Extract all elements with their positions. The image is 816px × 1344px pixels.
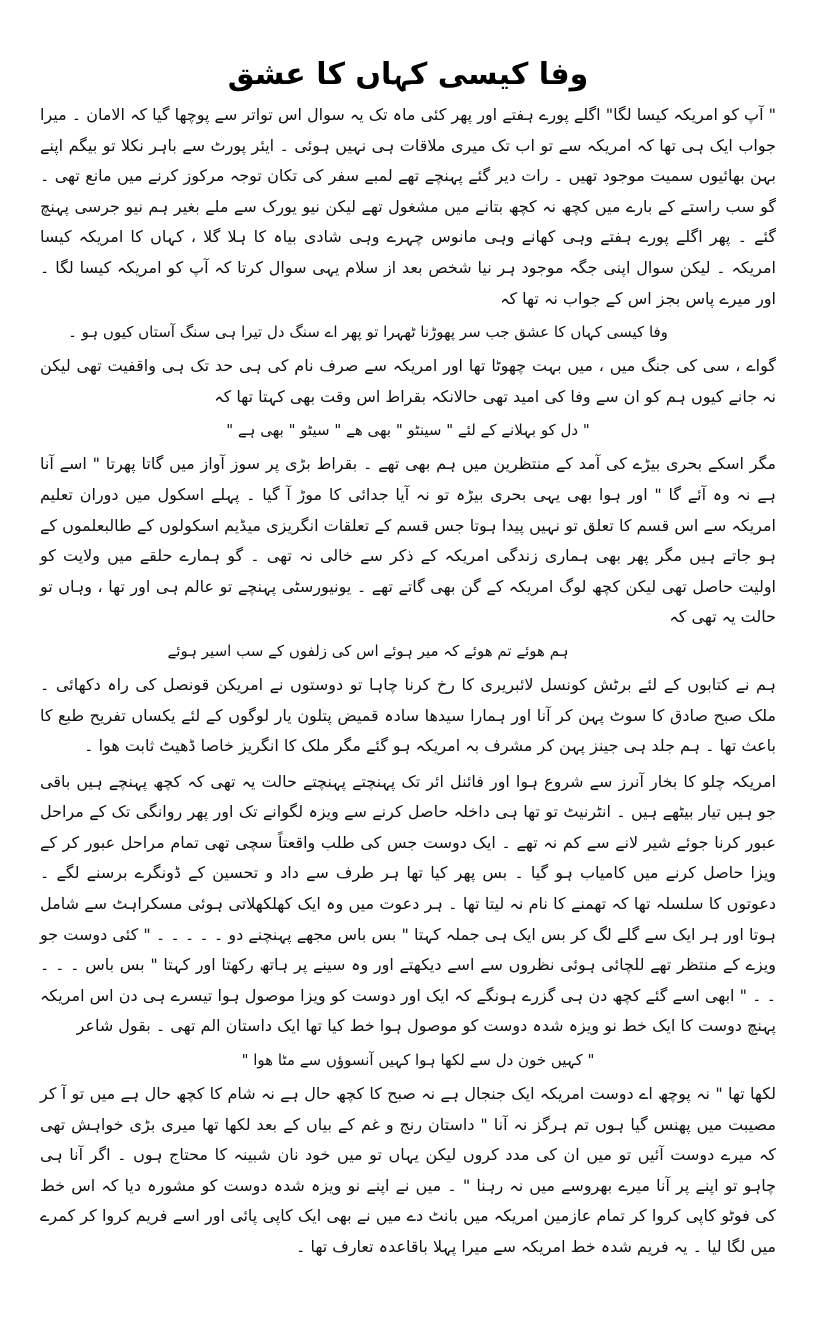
verse-3: ہم ھوئے تم ھوئے کہ میر ہوئے اس کی زلفوں کے سب اسیر ہوئے (167, 641, 569, 660)
verse-4: " کہیں خون دل سے لکھا ہوا کہیں آنسوؤں سے مٹا ھوا " (241, 1051, 595, 1070)
verse-2: " دل کو بہلانے کے لئے " سینٹو " بھی ھے " سیٹو " بھی ہے " (226, 421, 590, 440)
article-title: وفا کیسی کہاں کا عشق (227, 57, 589, 92)
paragraph-5: امریکہ چلو کا بخار آنرز سے شروع ہوا اور فائنل ائر تک پہنچتے پہنچتے حالت یہ تھی کہ کچھ پہنچے ہیں باقی جو ہیں تیار بیٹھے ہیں ۔ انٹرنیٹ تو تھا ہی داخلہ حاصل کرنے سے ویزہ لگوانے تک اور پھر روانگی تک کے مراحل عبور کرنا جوئے شیر لانے سے کم نہ تھے ۔ ایک دوست جس کی طلب واقعتاً سچی تھی تمام مراحل عبور کر کے ویزا حاصل کرنے میں کامیاب ہو گیا ۔ بس پھر کیا تھا ہر طرف سے داد و تحسین کے ڈونگرے برسنے لگے ۔ دعوتوں کا سلسلہ تھا کہ تھمنے کا نام نہ لیتا تھا ۔ ہر دعوت میں وہ ایک کھلکھلاتی ہوئی مسکراہٹ سے شامل ہوتا اور ہر ایک سے گلے لگ کر بس ایک ہی جملہ کہتا " بس باس مجھے پہنچنے دو ۔ ۔ ۔ ۔ ۔ " کئی دوست جو ویزے کے منتظر تھے للچائی ہوئی نظروں سے اسے دیکھتے اور وہ سینے پر ہاتھ رکھتا اور کہتا " بس باس ۔ ۔ ۔ ۔ ۔ " ابھی اسے گئے کچھ دن ہی گزرے ہونگے کہ ایک اور دوست کو ویزا موصول ہوا تیسرے ہی دن اس امریکہ پہنچ دوست کا ایک خط نو ویزہ شدہ دوست کو موصول ہوا خط کیا تھا ایک داستان الم تھی ۔ بقول شاعر (40, 771, 776, 1036)
paragraph-4: ہم نے کتابوں کے لئے برٹش کونسل لائبریری کا رخ کرنا چاہا تو دوستوں نے امریکن قونصل کی راہ دکھائی ۔ ملک صبح صادق کا سوٹ پہن کر آنا اور ہمارا سیدھا سادہ قمیض پتلون یار لوگوں کے لئے یکساں تفریح طبع کا باعث تھا ۔ ہم جلد ہی جینز پہن کر مشرف بہ امریکہ ہو گئے مگر ملک کا انگریز خاصا ڈھیٹ ثابت ھوا ۔ (40, 674, 776, 756)
verse-1: وفا کیسی کہاں کا عشق جب سر پھوڑنا ٹھہرا تو پھر اے سنگ دل تیرا ہی سنگ آستاں کیوں ہو ۔ (68, 323, 668, 342)
paragraph-3: مگر اسکے بحری بیڑے کی آمد کے منتظرین میں ہم بھی تھے ۔ بقراط بڑی پر سوز آواز میں گاتا پھرتا " اسے آنا ہے نہ وہ آئے گا " اور ہوا بھی یہی بحری بیڑہ تو نہ آیا جدائی کا موڑ آ گیا ۔ پہلے اسکول میں دوران تعلیم امریکہ سے اس قسم کا تعلق تو نہیں پیدا ہوتا جس قسم کے تعلقات انگریزی میڈیم اسکولوں کے طالبعلموں کے ہو جاتے ہیں مگر پھر بھی ہماری زندگی امریکہ کے ذکر سے خالی نہ تھی ۔ گو ہمارے حلقے میں ولایت کو اولیت حاصل تھی لیکن کچھ لوگ امریکہ کے گن بھی گاتے تھے ۔ یونیورسٹی پہنچے تو عالم ہی اور تھا ، وہاں تو حالت یہ تھی کہ (40, 454, 776, 627)
paragraph-2: گواے ، سی کی جنگ میں ، میں بہت چھوٹا تھا اور امریکہ سے صرف نام کی ہی حد تک ہی واقفیت تھی لیکن نہ جانے کیوں ہم کو ان سے وفا کی امید تھی حالانکہ بقراط اس وقت بھی کہتا تھا کہ (40, 356, 776, 406)
article-page (40, 52, 776, 1322)
paragraph-1: " آپ کو امریکہ کیسا لگا" اگلے پورے ہفتے اور پھر کئی ماہ تک یہ سوال اس تواتر سے پوچھا گیا کہ الامان ۔ میرا جواب ایک ہی تھا کہ امریکہ سے تو اب تک میری ملاقات ہی نہیں ہوئی ۔ ایئر پورٹ سے باہر نکلا تو بیگم اپنے بہن بھائیوں سمیت موجود تھیں ۔ رات دیر گئے پہنچے تھے لمبے سفر کی تکان توجہ مرکوز کرنے میں مانع تھی ۔ گو سب راستے کے بارے میں کچھ نہ کچھ بتانے میں مشغول تھے لیکن نیو یورک سے ملے بغیر ہم نیو جرسی پہنچ گئے ۔ پھر اگلے پورے ہفتے وہی کھانے وہی مانوس چہرے وہی شادی بیاہ کا ہلا گلا ، کہاں کا امریکہ کیسا امریکہ ۔ لیکن سوال اپنی جگہ موجود ہر نیا شخص بعد از سلام یہی سوال کرتا کہ آپ کو امریکہ کیسا لگا ۔ اور میرے پاس بجز اس کے جواب نہ تھا کہ (40, 105, 777, 308)
paragraph-6: لکھا تھا " نہ پوچھ اے دوست امریکہ ایک جنجال ہے نہ صبح کا کچھ حال ہے نہ شام کا کچھ حال ہے میں تو آ کر مصیبت میں پھنس گیا ہوں تم ہرگز نہ آنا " داستان رنج و غم کے بیاں کے بعد لکھا تھا میری بڑی خواہش تھی کہ میرے دوست آئیں تو میں ان کی مدد کروں لیکن یہاں تو میں خود نان شبینہ کا محتاج ہوں ۔ اگر آنا ہی چاہو تو اپنے پر آنا میرے بھروسے میں نہ رہنا " ۔ میں نے اپنے نو ویزہ شدہ دوست کو مشورہ دیا کہ اس خط کی فوٹو کاپی کروا کر تمام عازمین امریکہ میں بانٹ دے میں نے بھی ایک کاپی پائی اور اسے فریم کروا کر کمرے میں لگا لیا ۔ یہ فریم شدہ خط امریکہ سے میرا پہلا باقاعدہ تعارف تھا ۔ (40, 1084, 776, 1256)
